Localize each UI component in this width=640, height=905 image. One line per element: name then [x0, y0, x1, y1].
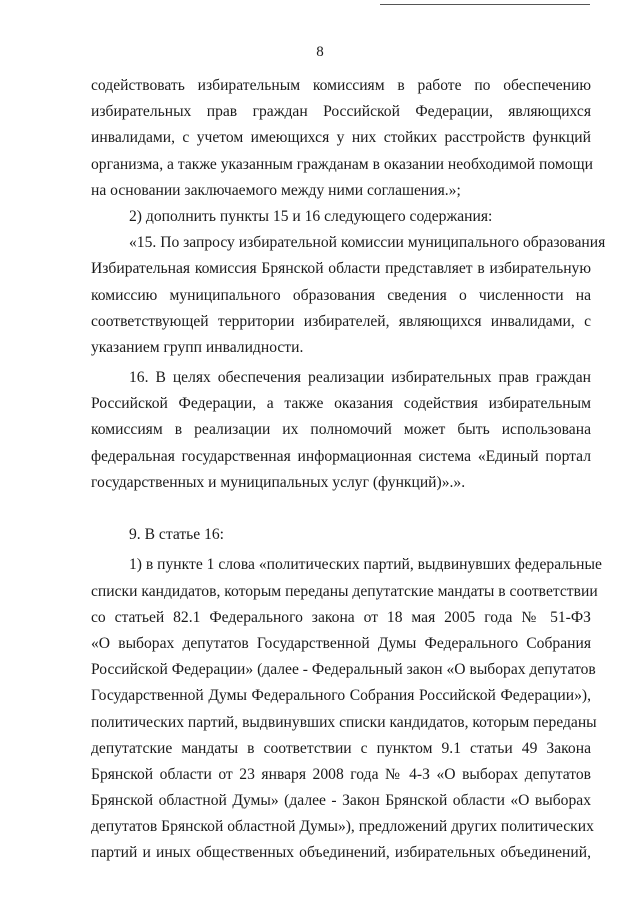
paragraph-point-15 — [91, 230, 606, 361]
paragraph-point-16 — [91, 365, 591, 496]
header-rule — [380, 4, 590, 5]
text-line: Избирательная комиссия Брянской области представляет в избирательную — [91, 260, 591, 278]
text-line: политических партий, выдвинувших списки кандидатов, которым переданы — [91, 713, 597, 731]
text-line: списки кандидатов, которым переданы депутатские мандаты в соответствии — [91, 582, 598, 600]
text-line: «15. По запросу избирательной комиссии муниципального образования — [129, 234, 606, 252]
text-line: государственных и муниципальных услуг (функций)».». — [91, 473, 466, 491]
text-line: соответствующей территории избирателей, являющихся инвалидами, с — [91, 312, 591, 330]
text-line: федеральная государственная информационная система «Единый портал — [91, 447, 591, 465]
text-line: 1) в пункте 1 слова «политических партий, выдвинувших федеральные — [129, 556, 602, 574]
text-line: комиссиям в реализации их полномочий может быть использована — [91, 421, 591, 439]
paragraph-article-16-heading — [91, 522, 591, 548]
text-line: Брянской областной Думы» (далее - Закон Брянской области «О выборах — [91, 792, 591, 810]
document-body — [91, 73, 606, 867]
paragraph-amendment-2 — [91, 204, 591, 230]
text-line: «О выборах депутатов Государственной Думы Федерального Собрания — [91, 634, 591, 652]
text-line: 16. В целях обеспечения реализации избирательных прав граждан — [129, 369, 591, 387]
text-line: инвалидами, с учетом имеющихся у них стойких расстройств функций — [91, 129, 591, 147]
text-line: 2) дополнить пункты 15 и 16 следующего содержания: — [129, 207, 493, 225]
text-line: со статьей 82.1 Федерального закона от 18 мая 2005 года № 51-ФЗ — [91, 608, 591, 626]
text-line: Российской Федерации, а также оказания содействия избирательным — [91, 395, 591, 413]
text-line: 9. В статье 16: — [129, 526, 225, 544]
text-line: организма, а также указанным гражданам в оказании необходимой помощи — [91, 155, 593, 173]
text-line: указанием групп инвалидности. — [91, 338, 304, 356]
text-line: Государственной Думы Федерального Собрания Российской Федерации»), — [91, 687, 591, 705]
text-line: Брянской области от 23 января 2008 года № 4-З «О выборах депутатов — [91, 765, 591, 783]
text-line: депутатские мандаты в соответствии с пунктом 9.1 статьи 49 Закона — [91, 739, 591, 757]
text-line: комиссию муниципального образования сведения о численности на — [91, 286, 591, 304]
page-number: 8 — [316, 44, 324, 60]
text-line: избирательных прав граждан Российской Федерации, являющихся — [91, 103, 591, 121]
text-line: содействовать избирательным комиссиям в работе по обеспечению — [91, 77, 591, 94]
text-line: депутатов Брянской областной Думы»), предложений других политических — [91, 818, 594, 836]
text-line: партий и иных общественных объединений, избирательных объединений, — [91, 844, 591, 862]
text-line: Российской Федерации» (далее - Федеральный закон «О выборах депутатов — [91, 661, 596, 679]
text-line: на основании заключаемого между ними соглашения.»; — [91, 181, 461, 199]
paragraph-continuation — [91, 73, 591, 204]
paragraph-article-16-point-1 — [91, 552, 602, 866]
